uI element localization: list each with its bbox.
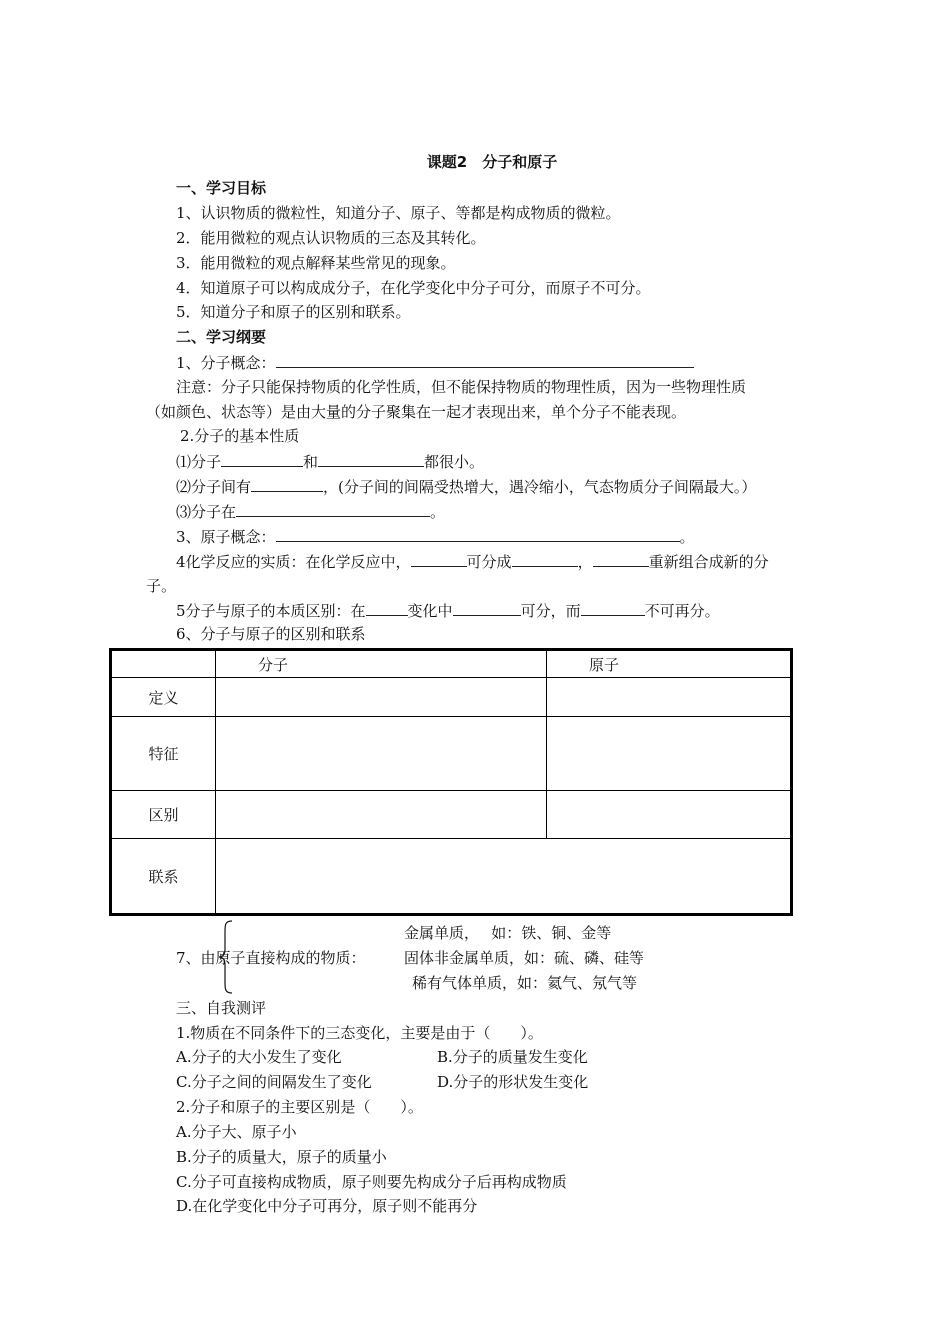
row-label-relation: 联系	[111, 839, 216, 915]
property-1	[176, 451, 484, 472]
table-row	[111, 678, 792, 717]
section1-heading: 一、学习目标	[176, 179, 267, 197]
question-1: 1.物质在不同条件下的三态变化，主要是由于（ ）。	[176, 1024, 543, 1042]
property-2-blank[interactable]	[251, 476, 323, 492]
header-atom: 原子	[547, 650, 792, 678]
property-1-text-a: ⑴分子	[176, 453, 222, 471]
definition-atom-cell[interactable]	[547, 678, 792, 717]
q2-option-d[interactable]: D.在化学变化中分子可再分，原子则不能再分	[176, 1197, 478, 1215]
difference-atom-cell[interactable]	[547, 791, 792, 839]
objective-3: 3．能用微粒的观点解释某些常见的现象。	[176, 254, 456, 272]
property-2-text-b: ，(分子间的间隔受热增大，遇冷缩小，气态物质分子间隔最大。）	[323, 478, 757, 496]
comparison-table	[109, 648, 793, 916]
page-title: 课题2 分子和原子	[426, 153, 558, 171]
property-3-text-b: 。	[430, 503, 446, 521]
note-line-1: 注意：分子只能保持物质的化学性质，但不能保持物质的物理性质，因为一些物理性质	[176, 378, 747, 396]
objective-2: 2．能用微粒的观点认识物质的三态及其转化。	[176, 229, 486, 247]
molecule-concept-blank[interactable]	[276, 352, 694, 368]
property-2-text-a: ⑵分子间有	[176, 478, 252, 496]
reaction-text-a: 4化学反应的实质：在化学反应中，	[176, 553, 411, 571]
q1-option-c[interactable]: C.分子之间的间隔发生了变化	[176, 1073, 372, 1091]
table-row	[111, 717, 792, 791]
property-3	[176, 501, 445, 522]
note-line-2: （如颜色、状态等）是由大量的分子聚集在一起才表现出来，单个分子不能表现。	[146, 403, 687, 421]
q1-option-a[interactable]: A.分子的大小发生了变化	[176, 1048, 342, 1066]
molecule-concept-line	[176, 352, 694, 373]
difference-text-a: 5分子与原子的本质区别：在	[176, 602, 366, 620]
atom-substances-lead: 7、由原子直接构成的物质：	[176, 949, 366, 967]
q2-option-a[interactable]: A.分子大、原子小	[176, 1123, 297, 1141]
difference-molecule-cell[interactable]	[216, 791, 547, 839]
property-1-text-c: 都很小。	[424, 453, 485, 471]
row-label-difference: 区别	[111, 791, 216, 839]
q1-option-b[interactable]: B.分子的质量发生变化	[437, 1048, 588, 1066]
table-row	[111, 791, 792, 839]
features-atom-cell[interactable]	[547, 717, 792, 791]
header-molecule: 分子	[216, 650, 547, 678]
property-1-blank-a[interactable]	[221, 451, 303, 467]
molecule-concept-label: 1、分子概念：	[176, 354, 276, 372]
reaction-blank-1[interactable]	[411, 551, 467, 567]
reaction-line-2: 子。	[146, 577, 177, 595]
features-molecule-cell[interactable]	[216, 717, 547, 791]
reaction-text-b: 可分成	[466, 553, 512, 571]
atom-concept-line	[176, 526, 695, 547]
row-label-features: 特征	[111, 717, 216, 791]
reaction-text-c: ，	[577, 553, 593, 571]
objective-1: 1、认识物质的微粒性，知道分子、原子、等都是构成物质的微粒。	[176, 204, 621, 222]
difference-blank-2[interactable]	[453, 600, 521, 616]
difference-line	[176, 600, 720, 621]
atom-concept-blank[interactable]	[276, 526, 680, 542]
atom-substance-nonmetal: 固体非金属单质，如：硫、磷、硅等	[404, 949, 645, 967]
reaction-blank-2[interactable]	[512, 551, 578, 567]
q2-option-c[interactable]: C.分子可直接构成物质，原子则要先构成分子后再构成物质	[176, 1173, 567, 1191]
atom-concept-label: 3、原子概念：	[176, 528, 276, 546]
definition-molecule-cell[interactable]	[216, 678, 547, 717]
difference-text-c: 可分，而	[520, 602, 581, 620]
property-2	[176, 476, 756, 497]
section2-heading: 二、学习纲要	[176, 328, 267, 346]
reaction-text-d: 重新组合成新的分	[648, 553, 769, 571]
q2-option-b[interactable]: B.分子的质量大，原子的质量小	[176, 1148, 387, 1166]
property-1-blank-b[interactable]	[318, 451, 424, 467]
difference-text-d: 不可再分。	[644, 602, 720, 620]
property-1-text-b: 和	[303, 453, 319, 471]
section3-heading: 三、自我测评	[176, 999, 267, 1017]
difference-blank-1[interactable]	[366, 600, 408, 616]
table-row	[111, 839, 792, 915]
table-heading: 6、分子与原子的区别和联系	[176, 625, 366, 643]
property-3-blank[interactable]	[236, 501, 430, 517]
reaction-blank-3[interactable]	[593, 551, 649, 567]
objective-4: 4．知道原子可以构成成分子，在化学变化中分子可分，而原子不可分。	[176, 279, 651, 297]
question-2: 2.分子和原子的主要区别是（ ）。	[176, 1098, 423, 1116]
objective-5: 5．知道分子和原子的区别和联系。	[176, 303, 411, 321]
reaction-line	[176, 551, 769, 572]
atom-concept-end: 。	[679, 528, 695, 546]
difference-blank-3[interactable]	[581, 600, 645, 616]
properties-heading: 2.分子的基本性质	[180, 427, 300, 445]
q1-option-d[interactable]: D.分子的形状发生变化	[437, 1073, 589, 1091]
table-header-row	[111, 650, 792, 678]
property-3-text-a: ⑶分子在	[176, 503, 237, 521]
relation-cell[interactable]	[216, 839, 792, 915]
table-corner-cell	[111, 650, 216, 678]
difference-text-b: 变化中	[407, 602, 453, 620]
atom-substance-noble-gas: 稀有气体单质，如：氦气、氖气等	[412, 974, 638, 992]
atom-substance-metal: 金属单质， 如：铁、铜、金等	[404, 924, 612, 942]
row-label-definition: 定义	[111, 678, 216, 717]
